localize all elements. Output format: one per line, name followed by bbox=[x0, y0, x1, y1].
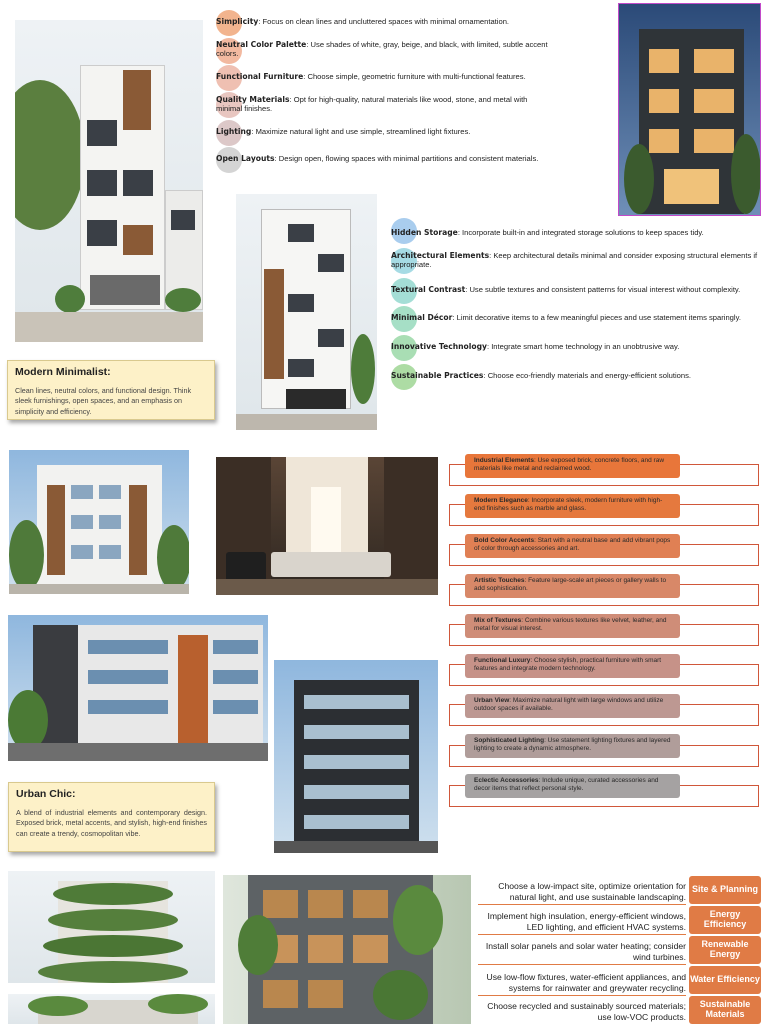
interior-living-room-photo bbox=[216, 457, 438, 595]
feature-item: Architectural Elements: Keep architectural details minimal and consider exposing structural elements if appropriate. bbox=[391, 251, 758, 270]
sustainability-text: Choose recycled and sustainably sourced materials; use low-VOC products. bbox=[478, 1001, 686, 1024]
list-item: Sophisticated Lighting: Use statement lighting fixtures and layered lighting to create a dynamic atmosphere. bbox=[465, 734, 680, 758]
sustainability-text: Choose a low-impact site, optimize orientation for natural light, and use sustainable landscaping. bbox=[478, 881, 686, 905]
list-item: Mix of Textures: Combine various textures like velvet, leather, and metal for visual interest. bbox=[465, 614, 680, 638]
green-terrace-tower-photo bbox=[8, 871, 215, 983]
card-title: Modern Minimalist: bbox=[15, 366, 111, 378]
card-description: A blend of industrial elements and contemporary design. Exposed brick, metal accents, and stylish, high-end finishes can create a trendy, cosmopolitan vibe. bbox=[16, 808, 207, 838]
feature-item: Sustainable Practices: Choose eco-friendly materials and energy-efficient solutions. bbox=[391, 371, 691, 380]
minimalist-house-photo bbox=[15, 20, 203, 342]
feature-item: Functional Furniture: Choose simple, geometric furniture with multi-functional features. bbox=[216, 72, 526, 81]
sustainability-text: Install solar panels and solar water heating; consider wind turbines. bbox=[478, 941, 686, 965]
feature-item: Hidden Storage: Incorporate built-in and integrated storage solutions to keep spaces tidy. bbox=[391, 228, 704, 237]
feature-list-a bbox=[216, 10, 556, 180]
card-title: Urban Chic: bbox=[16, 788, 76, 800]
list-item: Functional Luxury: Choose stylish, practical furniture with smart features and integrate modern technology. bbox=[465, 654, 680, 678]
list-item: Eclectic Accessories: Include unique, curated accessories and decor items that reflect personal style. bbox=[465, 774, 680, 798]
feature-item: Lighting: Maximize natural light and use simple, streamlined light fixtures. bbox=[216, 127, 471, 136]
urban-chic-card bbox=[8, 782, 215, 852]
feature-item: Neutral Color Palette: Use shades of white, gray, beige, and black, with limited, subtle accent colors. bbox=[216, 40, 548, 59]
list-item: Industrial Elements: Use exposed brick, concrete floors, and raw materials like metal and reclaimed wood. bbox=[465, 454, 680, 478]
sustainability-tag: Energy Efficiency bbox=[689, 906, 761, 934]
sustainability-tag: Renewable Energy bbox=[689, 936, 761, 964]
list-item: Bold Color Accents: Start with a neutral base and add vibrant pops of color through accessories and art. bbox=[465, 534, 680, 558]
sustainability-tag: Site & Planning bbox=[689, 876, 761, 904]
feature-item: Minimal Décor: Limit decorative items to a few meaningful pieces and use statement items sparingly. bbox=[391, 313, 741, 322]
dusk-house-photo bbox=[618, 3, 761, 216]
sustainability-text: Implement high insulation, energy-efficient windows, LED lighting, and efficient HVAC systems. bbox=[478, 911, 686, 935]
list-item: Modern Elegance: Incorporate sleek, modern furniture with high-end finishes such as marble and glass. bbox=[465, 494, 680, 518]
list-item: Artistic Touches: Feature large-scale art pieces or gallery walls to add sophistication. bbox=[465, 574, 680, 598]
sustainability-tag: Sustainable Materials bbox=[689, 996, 761, 1024]
list-item: Urban View: Maximize natural light with large windows and utilize outdoor spaces if available. bbox=[465, 694, 680, 718]
feature-item: Innovative Technology: Integrate smart home technology in an unobtrusive way. bbox=[391, 342, 680, 351]
feature-item: Quality Materials: Opt for high-quality, natural materials like wood, stone, and metal with minimal finishes. bbox=[216, 95, 528, 114]
feature-list-b bbox=[391, 218, 763, 393]
feature-item: Textural Contrast: Use subtle textures and consistent patterns for visual interest without complexity. bbox=[391, 285, 741, 294]
sustainability-text: Use low-flow fixtures, water-efficient appliances, and systems for rainwater and greywater recycling. bbox=[478, 972, 686, 996]
card-description: Clean lines, neutral colors, and functional design. Think sleek furnishings, open spaces, and an emphasis on simplicity and efficiency. bbox=[15, 386, 192, 416]
glass-tower-photo bbox=[274, 660, 438, 853]
white-tower-photo bbox=[236, 194, 377, 430]
concrete-green-tower-photo bbox=[223, 875, 471, 1024]
apartment-block-photo bbox=[9, 450, 189, 594]
green-building-photo-2 bbox=[8, 994, 215, 1024]
feature-item: Simplicity: Focus on clean lines and uncluttered spaces with minimal ornamentation. bbox=[216, 17, 510, 26]
sustainability-tag: Water Efficiency bbox=[689, 966, 761, 994]
feature-item: Open Layouts: Design open, flowing spaces with minimal partitions and consistent materials. bbox=[216, 154, 539, 163]
brick-apartment-photo bbox=[8, 615, 268, 761]
modern-minimalist-card bbox=[7, 360, 215, 420]
